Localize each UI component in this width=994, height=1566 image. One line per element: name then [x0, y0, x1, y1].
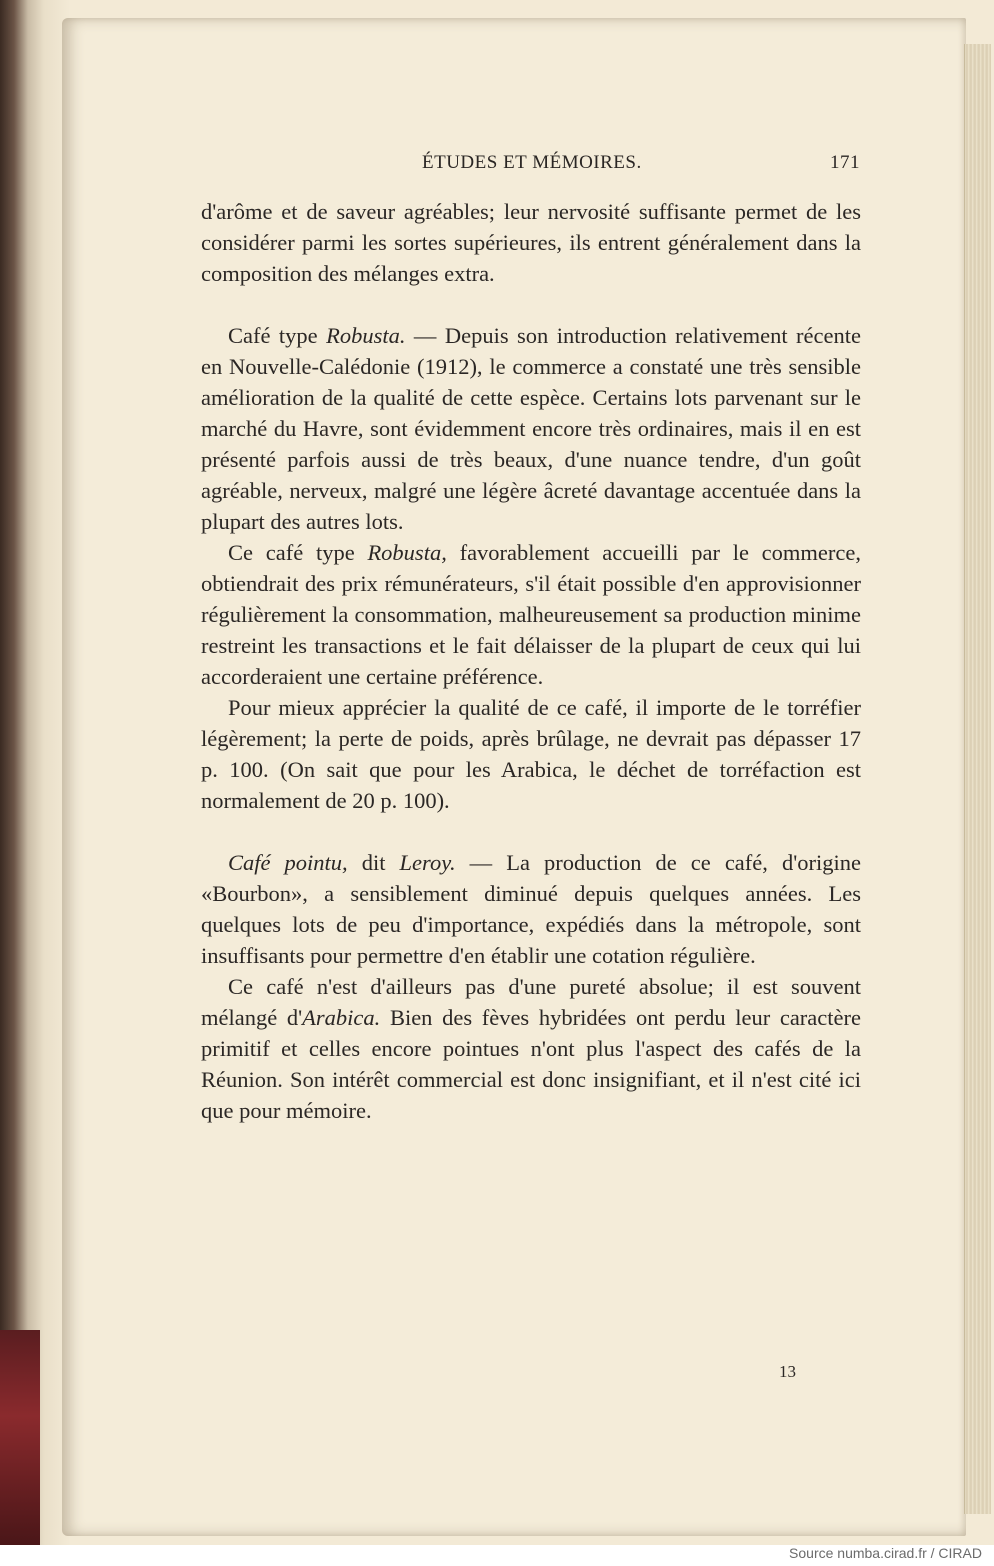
signature-mark: 13: [779, 1362, 796, 1381]
paragraph: [201, 320, 861, 537]
text-run: Café type: [228, 323, 327, 348]
text-run: Pour mieux apprécier la qualité de ce café, il importe de le torréfier légèrement; la perte de poids, après brûlage, ne devrait pas dépasser 17 p. 100. (On sait que pour les Arabica, le déchet de torréfaction est normalement de 20 p. 100).: [201, 695, 861, 813]
running-head: [200, 152, 860, 178]
text-run: Bien des fèves hybridées ont perdu leur caractère primitif et celles encore pointues n'ont plus l'aspect des cafés de la Réunion. Son intérêt commercial est donc insignifiant, et il n'est cité ici que pour mémoire.: [201, 1005, 861, 1123]
italic-text-run: Café pointu,: [228, 850, 348, 875]
paragraph: [201, 971, 861, 1126]
text-run: Ce café n'est d'ailleurs pas d'une pureté absolue; il est souvent mélangé d': [201, 974, 861, 1030]
text-run: d'arôme et de saveur agréables; leur nervosité suffisante permet de les considérer parmi les sortes supérieures, ils entrent généralement dans la composition des mélanges extra.: [201, 199, 861, 286]
italic-text-run: Robusta.: [326, 323, 406, 348]
page-edge-stack: [964, 44, 991, 1514]
text-run: — Depuis son introduction relativement récente en Nouvelle-Calédonie (1912), le commerce a constaté une très sensible amélioration de la qualité de cette espèce. Certains lots parvenant sur le marché du Havre, sont évidemment encore très ordinaires, mais il en est présenté parfois aussi de très beaux, d'une nuance tendre, d'un goût agréable, nerveux, malgré une légère âcreté davantage accentuée dans la plupart des autres lots.: [201, 323, 861, 534]
italic-text-run: Leroy.: [399, 850, 456, 875]
text-run: Ce café type: [228, 540, 368, 565]
text-run: favorablement accueilli par le commerce, obtiendrait des prix rémunérateurs, s'il était possible d'en approvisionner régulièrement la consommation, malheureusement sa production minime restreint les transactions et le fait délaisser de la plupart de ceux qui lui accorderaient une certaine préférence.: [201, 540, 861, 689]
text-run: dit: [347, 850, 400, 875]
page-body-text: [201, 196, 861, 1126]
paragraph: [201, 196, 861, 289]
italic-text-run: Robusta,: [367, 540, 447, 565]
paragraph: [201, 847, 861, 971]
text-run: — La production de ce café, d'origine «Bourbon», a sensiblement diminué depuis quelques années. Les quelques lots de peu d'importance, expédiés dans la métropole, sont insuffisants pour permettre d'en établir une cotation régulière.: [201, 850, 861, 968]
source-credit: Source numba.cirad.fr / CIRAD: [789, 1545, 982, 1561]
page-number: 171: [830, 152, 860, 173]
paragraph: [201, 537, 861, 692]
running-head-title: ÉTUDES ET MÉMOIRES.: [422, 152, 642, 173]
book-spine-binding: [0, 1330, 40, 1545]
paragraph: [201, 692, 861, 816]
italic-text-run: Arabica.: [302, 1005, 381, 1030]
